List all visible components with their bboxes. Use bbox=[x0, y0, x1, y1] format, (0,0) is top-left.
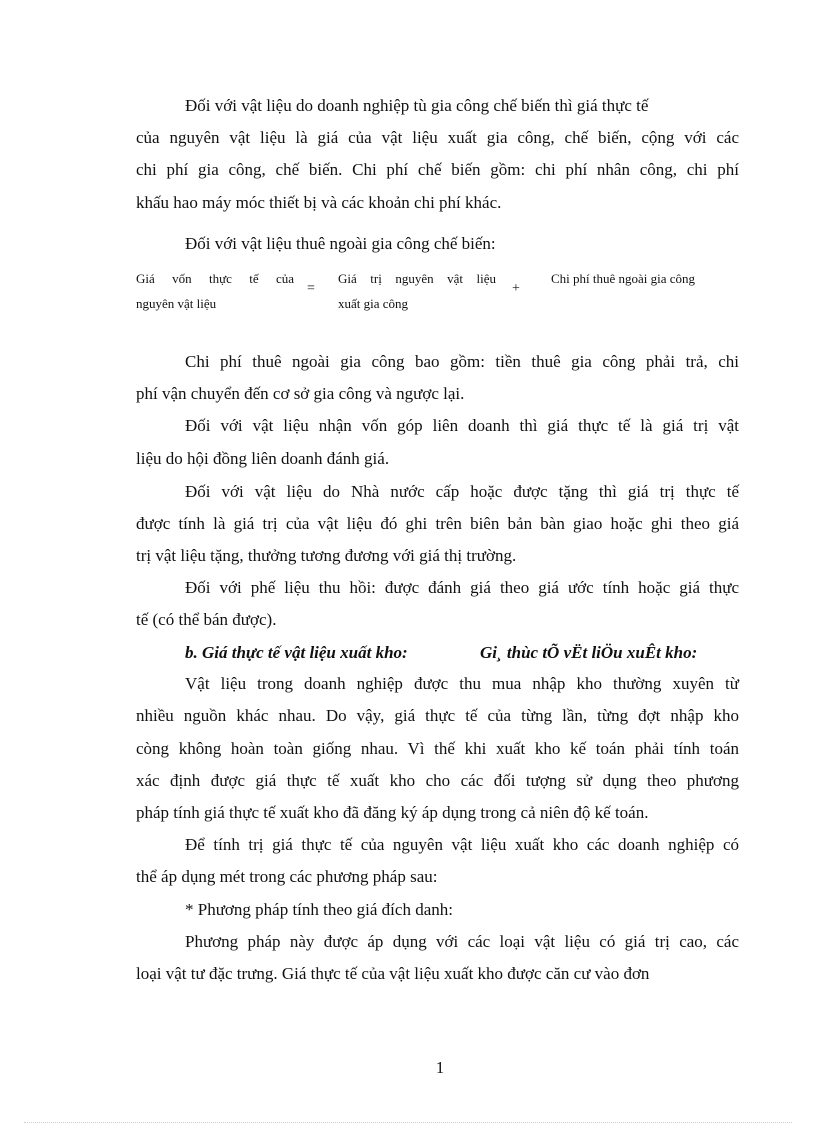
p8-line-1: Để tính trị giá thực tế của nguyên vật liệu xuất kho các doanh nghiệp có bbox=[185, 835, 739, 854]
formula-plus: + bbox=[512, 281, 520, 296]
p10-line-1: Phương pháp này được áp dụng với các loại vật liệu có giá trị cao, các bbox=[185, 932, 739, 951]
p5-line-3: trị vật liệu tặng, thưởng tương đương với giá thị trường. bbox=[136, 546, 517, 565]
p7-line-1: Vật liệu trong doanh nghiệp được thu mua nhập kho thường xuyên từ bbox=[185, 674, 739, 693]
formula-mid-line-1: Giá trị nguyên vật liệu bbox=[338, 271, 496, 286]
p2-line-1: Đối với vật liệu thuê ngoài gia công chế biến: bbox=[185, 234, 496, 253]
p8-line-2: thể áp dụng mét trong các phương pháp sau: bbox=[136, 867, 438, 886]
p1-line-2: của nguyên vật liệu là giá của vật liệu xuất gia công, chế biến, cộng với các bbox=[136, 128, 739, 147]
p6-line-1: Đối với phế liệu thu hồi: được đánh giá theo giá ước tính hoặc giá thực bbox=[185, 578, 739, 597]
p3-line-2: phí vận chuyển đến cơ sở gia công và ngược lại. bbox=[136, 384, 465, 403]
p5-line-2: được tính là giá trị của vật liệu đó ghi trên biên bản bàn giao hoặc ghi theo giá bbox=[136, 514, 739, 533]
formula-right: Chi phí thuê ngoài gia công bbox=[551, 271, 696, 286]
p10-line-2: loại vật tư đặc trưng. Giá thực tế của vật liệu xuất kho được căn cư vào đơn bbox=[136, 964, 650, 983]
p3-line-1: Chi phí thuê ngoài gia công bao gồm: tiền thuê gia công phải trả, chi bbox=[185, 352, 739, 371]
p4-line-1: Đối với vật liệu nhận vốn góp liên doanh thì giá thực tế là giá trị vật bbox=[185, 416, 739, 435]
p6-line-2: tế (có thể bán được). bbox=[136, 610, 277, 629]
p7-line-5: pháp tính giá thực tế xuất kho đã đăng ký áp dụng trong cả niên độ kế toán. bbox=[136, 803, 649, 822]
p1-line-4: khấu hao máy móc thiết bị và các khoản chi phí khác. bbox=[136, 193, 502, 212]
p7-line-3: còng không hoàn toàn giống nhau. Vì thế khi xuất kho kế toán phải tính toán bbox=[136, 739, 739, 758]
formula-left-line-2: nguyên vật liệu bbox=[136, 296, 217, 311]
p1-line-3: chi phí gia công, chế biến. Chi phí chế biến gồm: chi phí nhân công, chi phí bbox=[136, 160, 739, 179]
formula-left-line-1: Giá vốn thực tế của bbox=[136, 271, 294, 286]
section-heading-garbled: Gi¸ thùc tÕ vËt liÖu xuÊt kho: bbox=[480, 643, 698, 662]
formula-mid-line-2: xuất gia công bbox=[338, 296, 409, 311]
p5-line-1: Đối với vật liệu do Nhà nước cấp hoặc được tặng thì giá trị thực tế bbox=[185, 482, 739, 501]
p4-line-2: liệu do hội đồng liên doanh đánh giá. bbox=[136, 449, 390, 468]
formula-equals: = bbox=[307, 281, 315, 296]
p7-line-2: nhiều nguồn khác nhau. Do vậy, giá thực tế của từng lần, từng đợt nhập kho bbox=[136, 706, 739, 725]
page-number: 1 bbox=[435, 1058, 445, 1077]
section-heading: b. Giá thực tế vật liệu xuất kho: bbox=[185, 643, 408, 662]
p1-line-1: Đối với vật liệu do doanh nghiệp tù gia công chế biến thì giá thực tế bbox=[185, 96, 649, 115]
p7-line-4: xác định được giá thực tế xuất kho cho các đối tượng sử dụng theo phương bbox=[136, 771, 739, 790]
p9-line-1: * Phương pháp tính theo giá đích danh: bbox=[185, 900, 453, 919]
